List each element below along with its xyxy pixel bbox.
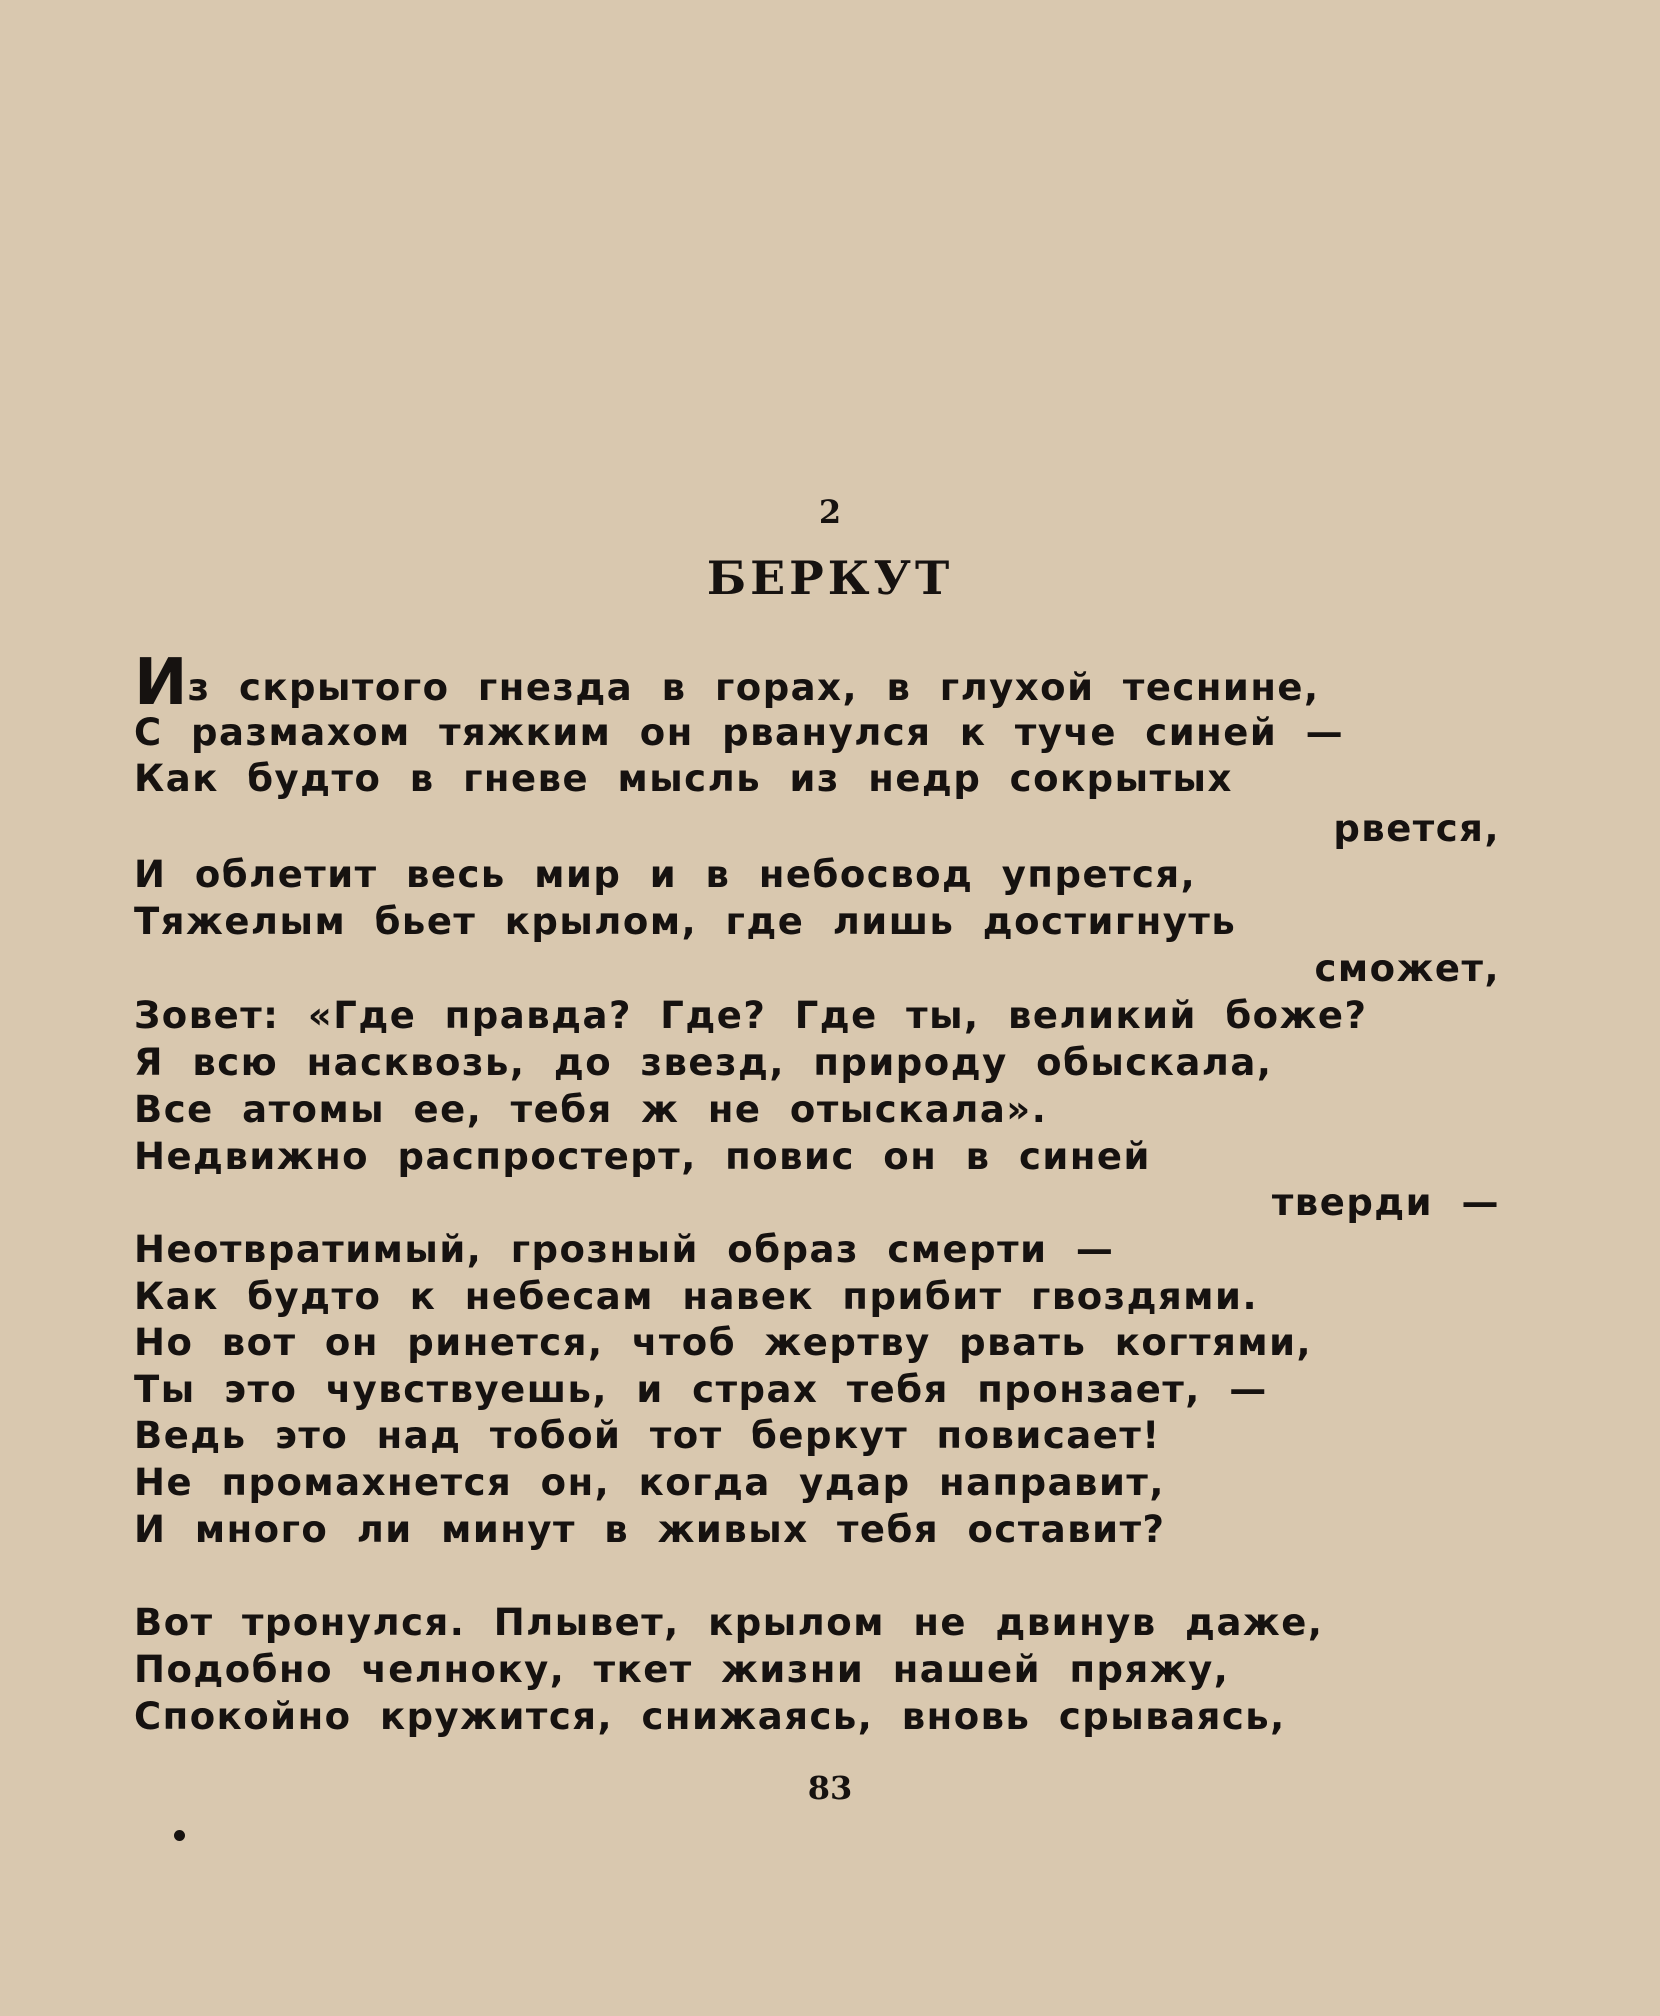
poem-line: И облетит весь мир и в небосвод упрется, bbox=[134, 853, 1197, 896]
poem-line-text: з скрытого гнезда в горах, в глухой теснине, bbox=[187, 666, 1320, 709]
poem-line: Но вот он ринется, чтоб жертву рвать когтями, bbox=[134, 1321, 1313, 1364]
ink-speck bbox=[174, 1830, 185, 1841]
poem-line: С размахом тяжким он рванулся к туче синей — bbox=[134, 711, 1345, 754]
poem-title: БЕРКУТ bbox=[706, 551, 954, 605]
poem-line-continuation: тверди — bbox=[1271, 1181, 1500, 1224]
poem-line: Тяжелым бьет крылом, где лишь достигнуть bbox=[134, 900, 1237, 943]
poem-line: И много ли минут в живых тебя оставит? bbox=[134, 1508, 1166, 1551]
poem-line-continuation: рвется, bbox=[1333, 807, 1500, 850]
poem-line: Подобно челноку, ткет жизни нашей пряжу, bbox=[134, 1648, 1230, 1691]
poem-line: Не промахнется он, когда удар направит, bbox=[134, 1461, 1165, 1504]
section-number: 2 bbox=[818, 493, 842, 531]
poem-line: Все атомы ее, тебя ж не отыскала». bbox=[134, 1088, 1048, 1131]
poem-line: Вот тронулся. Плывет, крылом не двинув даже, bbox=[134, 1601, 1324, 1644]
page-number: 83 bbox=[807, 1769, 853, 1807]
poem-line: Как будто в гневе мысль из недр сокрытых bbox=[134, 757, 1233, 800]
poem-line: Недвижно распростерт, повис он в синей bbox=[134, 1135, 1151, 1178]
poem-line: Ведь это над тобой тот беркут повисает! bbox=[134, 1414, 1161, 1457]
poem-line-continuation: сможет, bbox=[1314, 947, 1500, 990]
poem-line: Зовет: «Где правда? Где? Где ты, великий боже? bbox=[134, 994, 1368, 1037]
poem-line bbox=[134, 646, 1500, 720]
poem-line: Как будто к небесам навек прибит гвоздями. bbox=[134, 1275, 1259, 1318]
drop-cap: И bbox=[134, 646, 188, 720]
poem-line: Я всю насквозь, до звезд, природу обыскала, bbox=[134, 1041, 1273, 1084]
poem-line: Ты это чувствуешь, и страх тебя пронзает, — bbox=[134, 1368, 1268, 1411]
poem-line: Спокойно кружится, снижаясь, вновь срываясь, bbox=[134, 1695, 1286, 1738]
poem-line: Неотвратимый, грозный образ смерти — bbox=[134, 1228, 1115, 1271]
